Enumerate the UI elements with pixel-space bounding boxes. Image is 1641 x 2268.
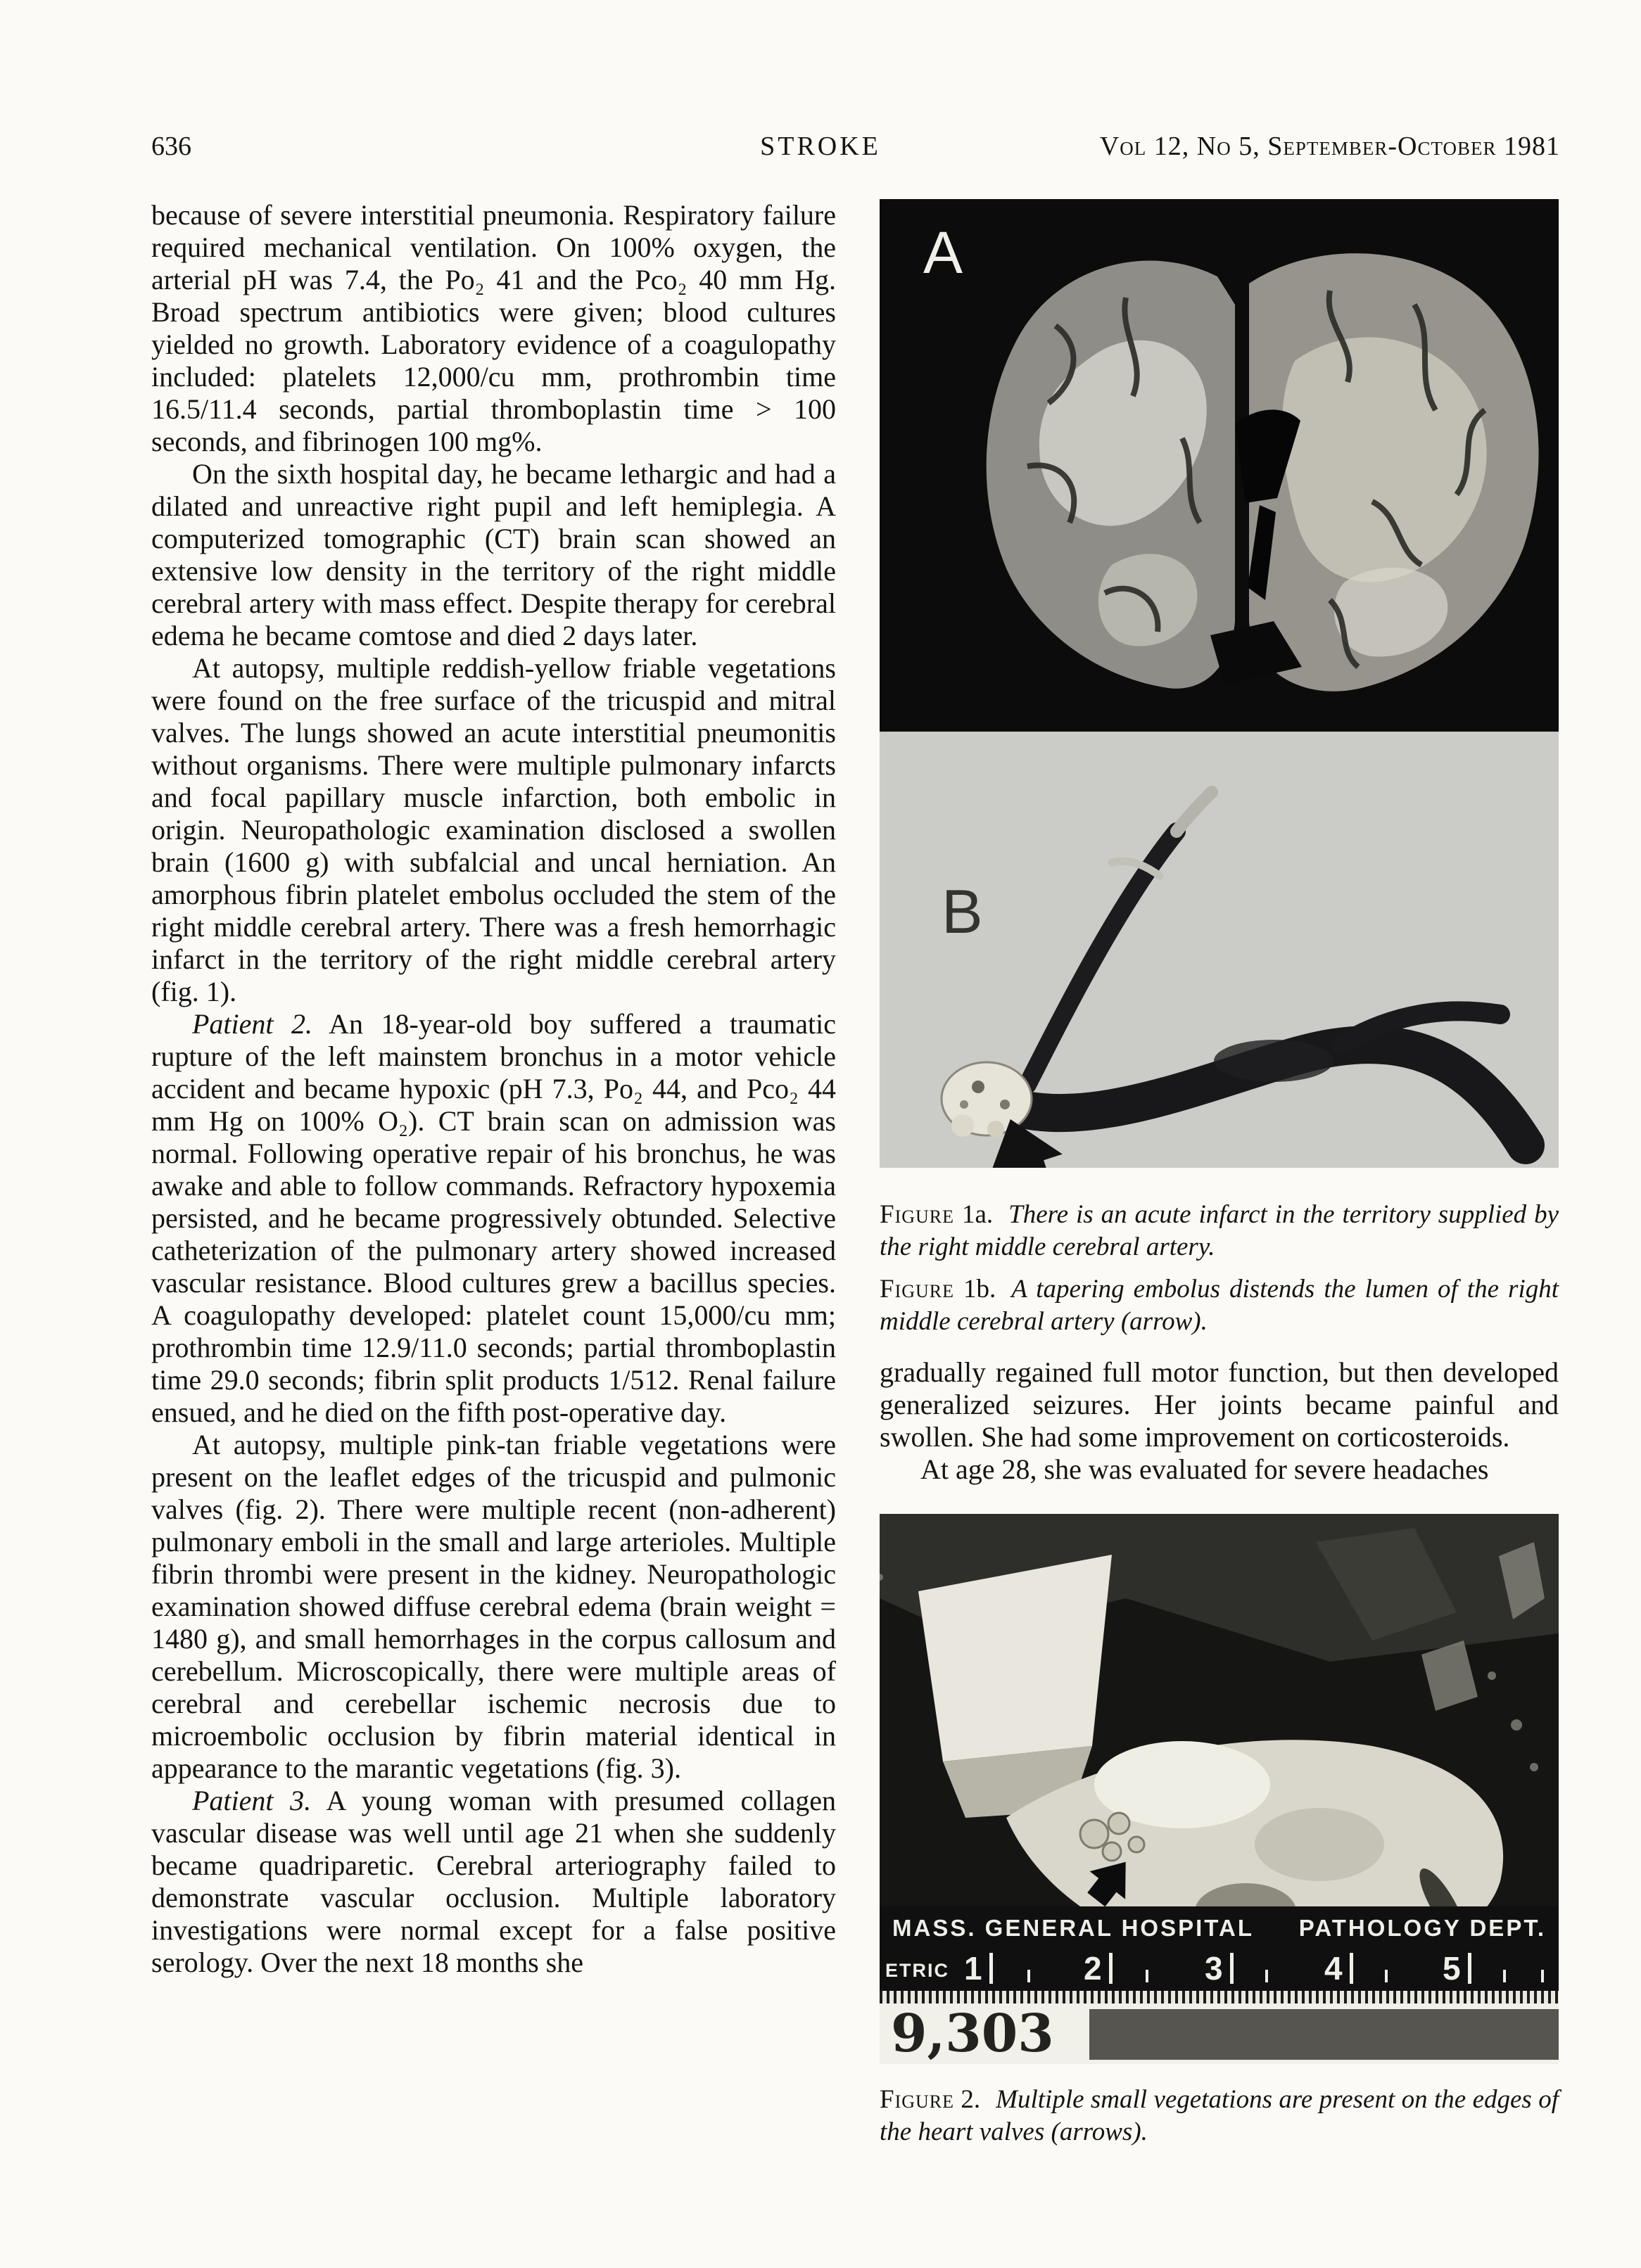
- ruler-dept-label: PATHOLOGY DEPT.: [1298, 1915, 1546, 1941]
- panel-label-a: A: [923, 219, 963, 286]
- ruler-minor-tick: [1146, 1970, 1148, 1982]
- brain-section-illustration: [880, 199, 1559, 732]
- caption-label: Figure 1b.: [880, 1275, 996, 1304]
- ruler-label-band: [880, 1906, 1559, 1950]
- page-number: 636: [151, 132, 191, 161]
- left-text-column: [151, 199, 836, 1979]
- right-text-block: [880, 1356, 1559, 1486]
- ruler-millimeter-strip: [880, 1991, 1559, 2003]
- paragraph-lead: Patient 3.: [192, 1785, 312, 1816]
- paragraph: On the sixth hospital day, he became lethargic and had a dilated and unreactive right pupil and left hemiplegia. A computerized tomographic (CT) brain scan showed an extensive low density in the territory of the right middle cerebral artery with mass effect. Despite therapy for cerebral edema he became comtose and died 2 days later.: [151, 458, 836, 651]
- ruler-minor-tick: [1541, 1970, 1544, 1982]
- specimen-strip: [880, 2003, 1559, 2064]
- ruler-tick: 3: [1205, 1953, 1234, 1984]
- ruler-minor-tick: [1027, 1970, 1030, 1982]
- caption-figure-1b: [880, 1273, 1559, 1338]
- specimen-gray-block: [1089, 2009, 1559, 2060]
- panel-label-b: B: [942, 877, 983, 946]
- ruler-minor-tick: [1503, 1970, 1506, 1982]
- paragraph: because of severe interstitial pneumonia. Respiratory failure required mechanical ventilation. On 100% oxygen, the arterial pH was 7.4, the Po₂ 41 and the Pco₂ 40 mm Hg. Broad spectrum antibiotics were given; blood cultures yielded no growth. Laboratory evidence of a coagulopathy included: platelets 12,000/cu mm, prothrombin time 16.5/11.4 seconds, partial thromboplastin time > 100 seconds, and fibrinogen 100 mg%.: [151, 199, 836, 457]
- right-figure-column: [880, 199, 1559, 2148]
- paragraph: Patient 3. A young woman with presumed collagen vascular disease was well until age 21 when she suddenly became quadriparetic. Cerebral arteriography failed to demonstrate vascular occlusion. Multiple laboratory investigations were normal except for a false positive serology. Over the next 18 months she: [151, 1785, 836, 1978]
- journal-title: STROKE: [760, 132, 881, 161]
- figure-1b-photo: [880, 732, 1559, 1168]
- paragraph: gradually regained full motor function, but then developed generalized seizures. Her joints became painful and swollen. She had some improvement on corticosteroids.: [880, 1356, 1559, 1453]
- caption-figure-2: [880, 2084, 1559, 2148]
- paragraph-lead: Patient 2.: [192, 1008, 312, 1040]
- specimen-number: 9,303: [891, 2003, 1054, 2064]
- paragraph: At autopsy, multiple pink-tan friable vegetations were present on the leaflet edges of the tricuspid and pulmonic valves (fig. 2). There were multiple recent (non-adherent) pulmonary emboli in the small and large arterioles. Multiple fibrin thrombi were present in the kidney. Neuropathologic examination showed diffuse cerebral edema (brain weight = 1480 g), and small hemorrhages in the corpus callosum and cerebellum. Microscopically, there were multiple areas of cerebral and cerebellar ischemic necrosis due to microembolic occlusion by fibrin material identical in appearance to the marantic vegetations (fig. 3).: [151, 1429, 836, 1784]
- paragraph: Patient 2. An 18-year-old boy suffered a traumatic rupture of the left mainstem bronchus in a motor vehicle accident and became hypoxic (pH 7.3, Po₂ 44, and Pco₂ 44 mm Hg on 100% O₂). CT brain scan on admission was normal. Following operative repair of his bronchus, he was awake and able to follow commands. Refractory hypoxemia persisted, and he became progressively obtunded. Selective catheterization of the pulmonary artery showed increased vascular resistance. Blood cultures grew a bacillus species. A coagulopathy developed: platelet count 15,000/cu mm; prothrombin time 12.9/11.0 seconds; partial thromboplastin time 29.0 seconds; fibrin split products 1/512. Renal failure ensued, and he died on the fifth post-operative day.: [151, 1008, 837, 1428]
- figure-1a-photo: [880, 199, 1559, 732]
- caption-text: Multiple small vegetations are present on the edges of the heart valves (arrows).: [880, 2085, 1559, 2146]
- figure-1-captions: [880, 1199, 1559, 1338]
- issue-info: Vol 12, No 5, September-October 1981: [1099, 132, 1560, 161]
- caption-label: Figure 2.: [880, 2085, 981, 2114]
- caption-label: Figure 1a.: [880, 1200, 994, 1229]
- ruler-tick: 2: [1084, 1953, 1113, 1984]
- figure-2-photo: [880, 1514, 1559, 2064]
- figure-2-caption-block: [880, 2084, 1559, 2148]
- paragraph: At autopsy, multiple reddish-yellow friable vegetations were found on the free surface of the tricuspid and mitral valves. The lungs showed an acute interstitial pneumonitis without organisms. There were multiple pulmonary infarcts and focal papillary muscle infarction, both embolic in origin. Neuropathologic examination disclosed a swollen brain (1600 g) with subfalcial and uncal herniation. An amorphous fibrin platelet embolus occluded the stem of the right middle cerebral artery. There was a fresh hemorrhagic infarct in the territory of the right middle cerebral artery (fig. 1).: [151, 652, 836, 1007]
- ruler-tick: 5: [1443, 1953, 1471, 1984]
- caption-figure-1a: [880, 1199, 1559, 1263]
- caption-text: There is an acute infarct in the territory supplied by the right middle cerebral artery.: [880, 1200, 1559, 1261]
- ruler-scale: [880, 1950, 1559, 1991]
- ruler-prefix-label: ETRIC: [885, 1960, 949, 1981]
- ruler-hospital-label: MASS. GENERAL HOSPITAL: [892, 1915, 1254, 1941]
- ruler-tick: 1: [964, 1953, 993, 1984]
- ruler-minor-tick: [1265, 1970, 1268, 1982]
- paragraph: At age 28, she was evaluated for severe headaches: [920, 1453, 1489, 1485]
- artery-embolus-illustration: [880, 732, 1559, 1168]
- caption-text: A tapering embolus distends the lumen of the right middle cerebral artery (arrow).: [880, 1275, 1559, 1336]
- ruler-minor-tick: [1385, 1970, 1388, 1982]
- ruler-tick: 4: [1324, 1953, 1353, 1984]
